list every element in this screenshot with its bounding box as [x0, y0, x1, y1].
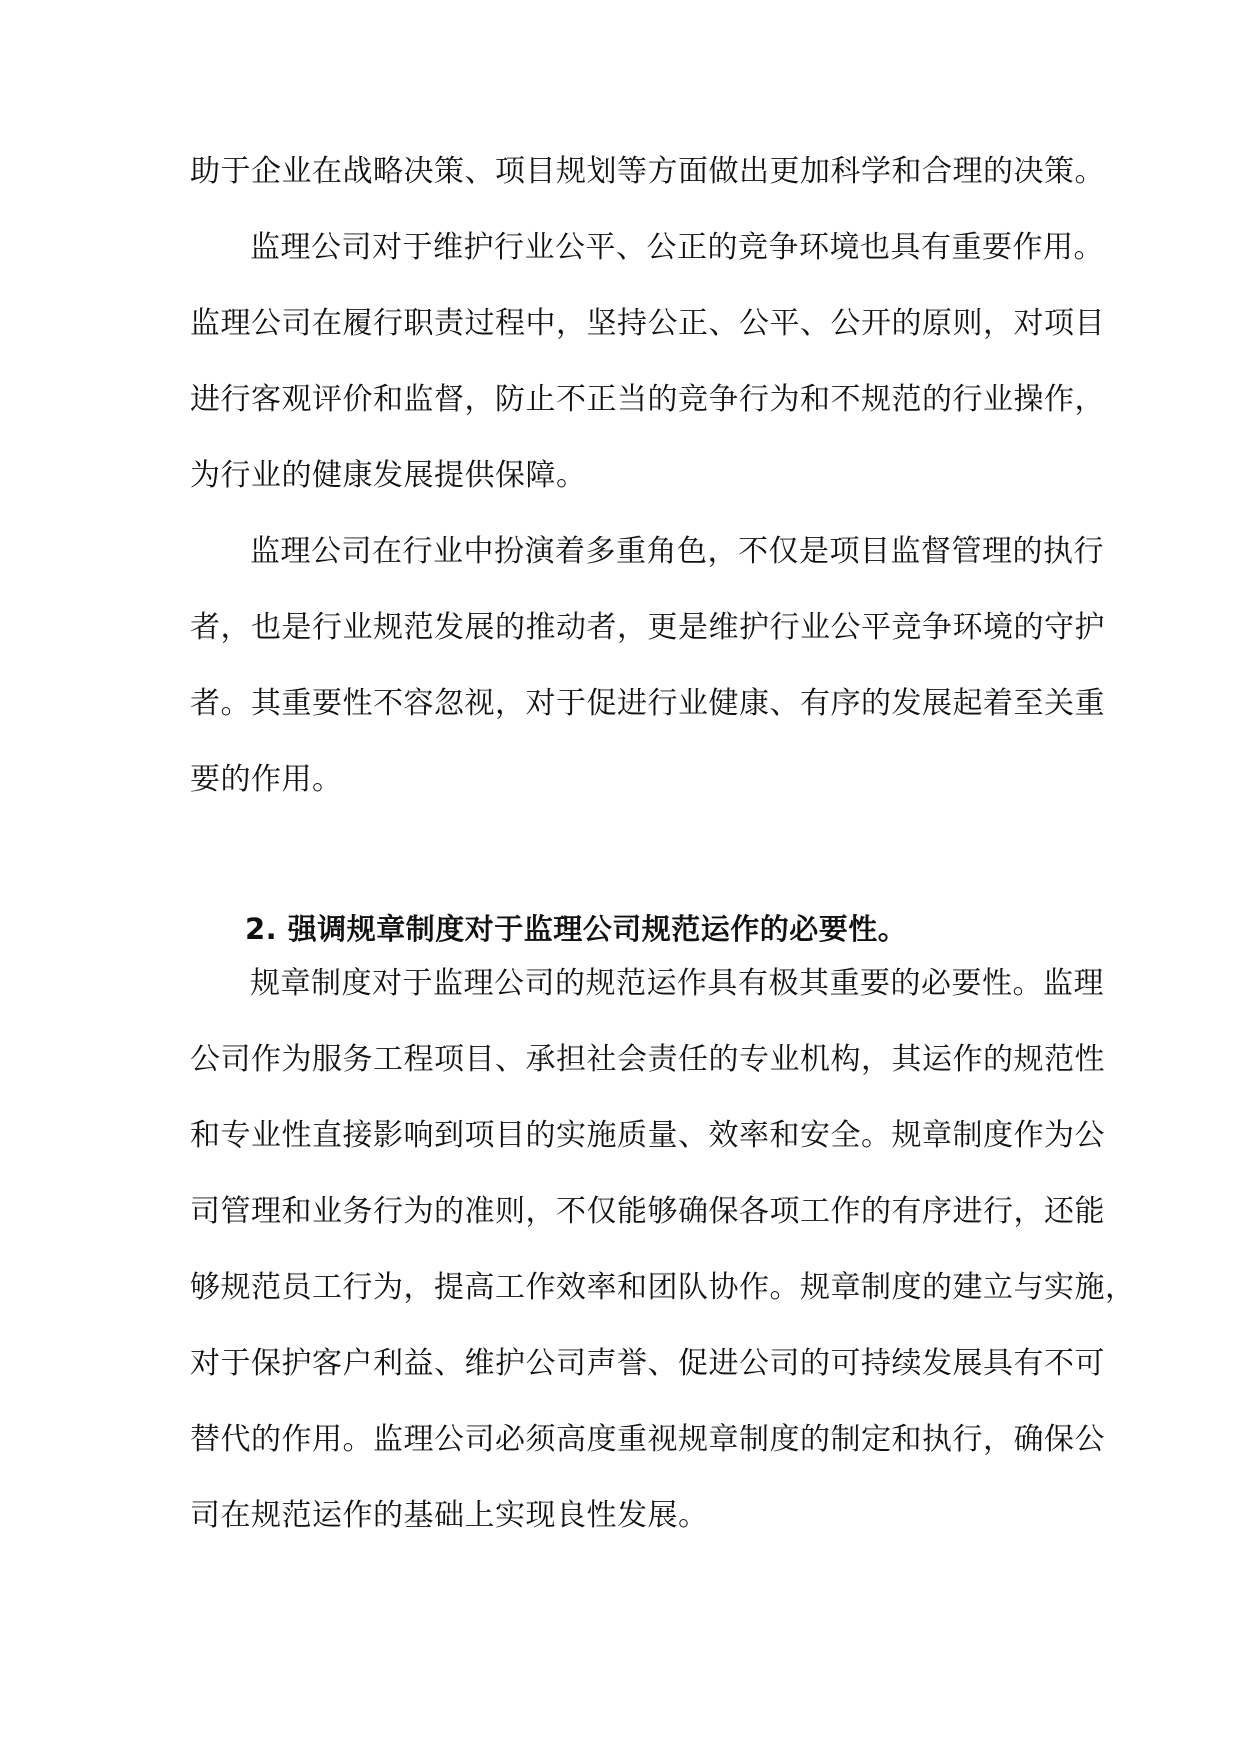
text-line: 司管理和业务行为的准则，不仅能够确保各项工作的有序进行，还能	[190, 1194, 1105, 1229]
text-line: 助于企业在战略决策、项目规划等方面做出更加科学和合理的决策。	[190, 154, 1105, 189]
text-line: 为行业的健康发展提供保障。	[190, 458, 587, 493]
text-line: 者。其重要性不容忽视，对于促进行业健康、有序的发展起着至关重	[190, 686, 1105, 721]
paragraph-continuation	[190, 134, 1105, 210]
text-line: 者，也是行业规范发展的推动者，更是维护行业公平竞争环境的守护	[190, 610, 1105, 645]
text-line: 要的作用。	[190, 762, 343, 797]
text-line: 监理公司对于维护行业公平、公正的竞争环境也具有重要作用。	[250, 230, 1104, 265]
text-line: 进行客观评价和监督，防止不正当的竞争行为和不规范的行业操作，	[190, 382, 1105, 417]
text-line: 司在规范运作的基础上实现良性发展。	[190, 1498, 709, 1533]
section-heading: 2. 强调规章制度对于监理公司规范运作的必要性。	[245, 912, 908, 946]
paragraph-fair-competition	[190, 210, 1105, 514]
paragraph-multiple-roles	[190, 514, 1105, 818]
text-line: 对于保护客户利益、维护公司声誉、促进公司的可持续发展具有不可	[190, 1346, 1105, 1381]
text-line: 规章制度对于监理公司的规范运作具有极其重要的必要性。监理	[250, 966, 1104, 1001]
text-line: 替代的作用。监理公司必须高度重视规章制度的制定和执行，确保公	[190, 1422, 1105, 1457]
paragraph-rules-necessity	[190, 946, 1136, 1554]
text-line: 监理公司在行业中扮演着多重角色，不仅是项目监督管理的执行	[250, 534, 1104, 569]
text-line: 和专业性直接影响到项目的实施质量、效率和安全。规章制度作为公	[190, 1118, 1105, 1153]
text-line: 够规范员工行为，提高工作效率和团队协作。规章制度的建立与实施，	[190, 1270, 1136, 1305]
text-line: 监理公司在履行职责过程中，坚持公正、公平、公开的原则，对项目	[190, 306, 1105, 341]
text-line: 公司作为服务工程项目、承担社会责任的专业机构，其运作的规范性	[190, 1042, 1105, 1077]
